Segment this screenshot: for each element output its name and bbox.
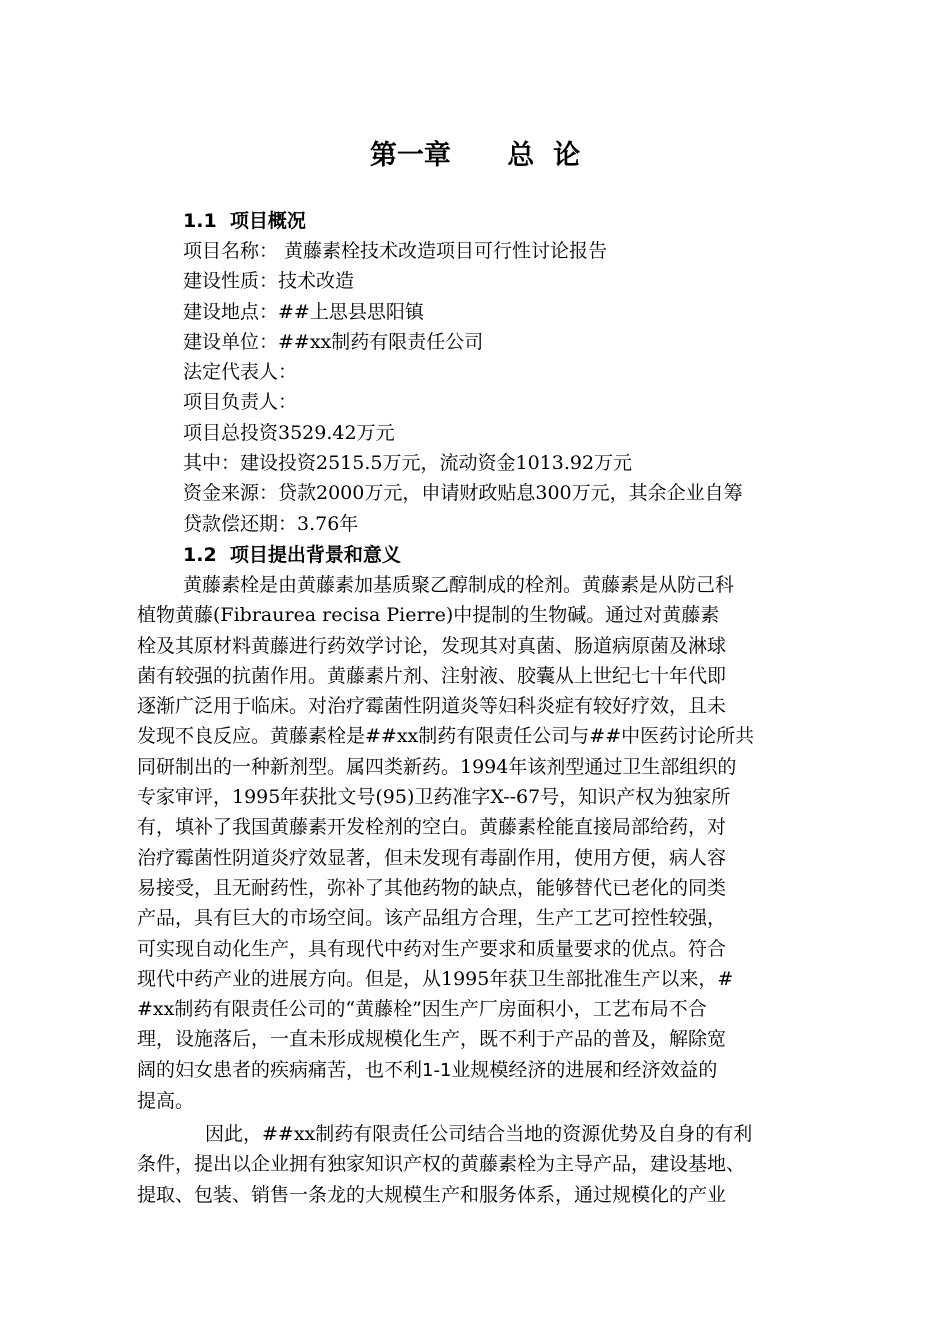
paragraph-line: 提高。 [137,1090,195,1113]
paragraph-line: #xx制药有限责任公司的“黄藤栓”因生产厂房面积小，工艺布局不合 [137,998,707,1021]
info-construction-site: 建设地点：##上思县思阳镇 [183,300,424,323]
paragraph-therefore [137,1119,837,1210]
paragraph-line: 治疗霉菌性阴道炎疗效显著，但未发现有毒副作用，使用方便，病人容 [137,846,727,869]
section-heading-1-1: 1.1 项目概况 [183,210,306,232]
paragraph-line: 黄藤素栓是由黄藤素加基质聚乙醇制成的栓剂。黄藤素是从防己科 [183,574,735,596]
info-legal-representative: 法定代表人： [183,361,298,384]
paragraph-line: 逐渐广泛用于临床。对治疗霉菌性阴道炎等妇科炎症有较好疗效，且未 [137,695,727,718]
paragraph-line: 专家审评，1995年获批文号(95)卫药准字X--67号，知识产权为独家所 [137,786,731,809]
reference-mark: 1-1 [422,1059,452,1081]
paragraph-line: 因此，##xx制药有限责任公司结合当地的资源优势及自身的有利 [205,1123,753,1145]
paragraph-line: 现代中药产业的进展方向。但是，从1995年获卫生部批准生产以来，# [137,967,734,990]
paragraph-line: 可实现自动化生产，具有现代中药对生产要求和质量要求的优点。符合 [137,937,727,960]
paragraph-line: 理，设施落后，一直未形成规模化生产，既不利于产品的普及，解除宽 [137,1028,727,1051]
paragraph-line: 条件，提出以企业拥有独家知识产权的黄藤素栓为主导产品，建设基地、 [137,1153,746,1176]
paragraph-line: 栓及其原材料黄藤进行药效学讨论，发现其对真菌、肠道病原菌及淋球 [137,634,727,657]
paragraph-line: 有，填补了我国黄藤素开发栓剂的空白。黄藤素栓能直接局部给药，对 [137,816,727,839]
paragraph-line: 产品，具有巨大的市场空间。该产品组方合理，生产工艺可控性较强， [137,907,727,930]
section-heading-1-2: 1.2 项目提出背景和意义 [183,544,401,566]
info-investment-breakdown: 其中：建设投资2515.5万元，流动资金1013.92万元 [183,452,633,475]
paragraph-line: 发现不良反应。黄藤素栓是##xx制药有限责任公司与##中医药讨论所共 [137,725,755,748]
info-funding-source: 资金来源：贷款2000万元，申请财政贴息300万元，其余企业自筹 [183,482,743,505]
chapter-title: 第一章 总 论 [369,140,581,171]
info-total-investment: 项目总投资3529.42万元 [183,421,395,444]
info-project-name: 项目名称： 黄藤素栓技术改造项目可行性讨论报告 [183,240,608,262]
info-construction-nature: 建设性质：技术改造 [183,270,355,293]
paragraph-line: 菌有较强的抗菌作用。黄藤素片剂、注射液、胶囊从上世纪七十年代即 [137,664,727,687]
paragraph-line-text: 业规模经济的进展和经济效益的 [451,1058,718,1081]
paragraph-line: 同研制出的一种新剂型。属四类新药。1994年该剂型通过卫生部组织的 [137,755,737,778]
paragraph-line-with-mark [137,1055,837,1086]
project-info-list [183,236,743,539]
paragraph-line: 易接受，且无耐药性，弥补了其他药物的缺点，能够替代已老化的同类 [137,876,727,899]
paragraph-line: 提取、包装、销售一条龙的大规模生产和服务体系，通过规模化的产业 [137,1183,727,1206]
info-project-leader: 项目负责人： [183,391,298,414]
paragraph-line-text: 阔的妇女患者的疾病痛苦，也不利 [137,1058,423,1081]
info-construction-unit: 建设单位：##xx制药有限责任公司 [183,330,484,353]
info-repayment-period: 贷款偿还期：3.76年 [183,512,359,535]
paragraph-line: 植物黄藤(Fibraurea recisa Pierre)中提制的生物碱。通过对黄藤素 [137,604,720,627]
paragraph-background [137,570,837,1116]
